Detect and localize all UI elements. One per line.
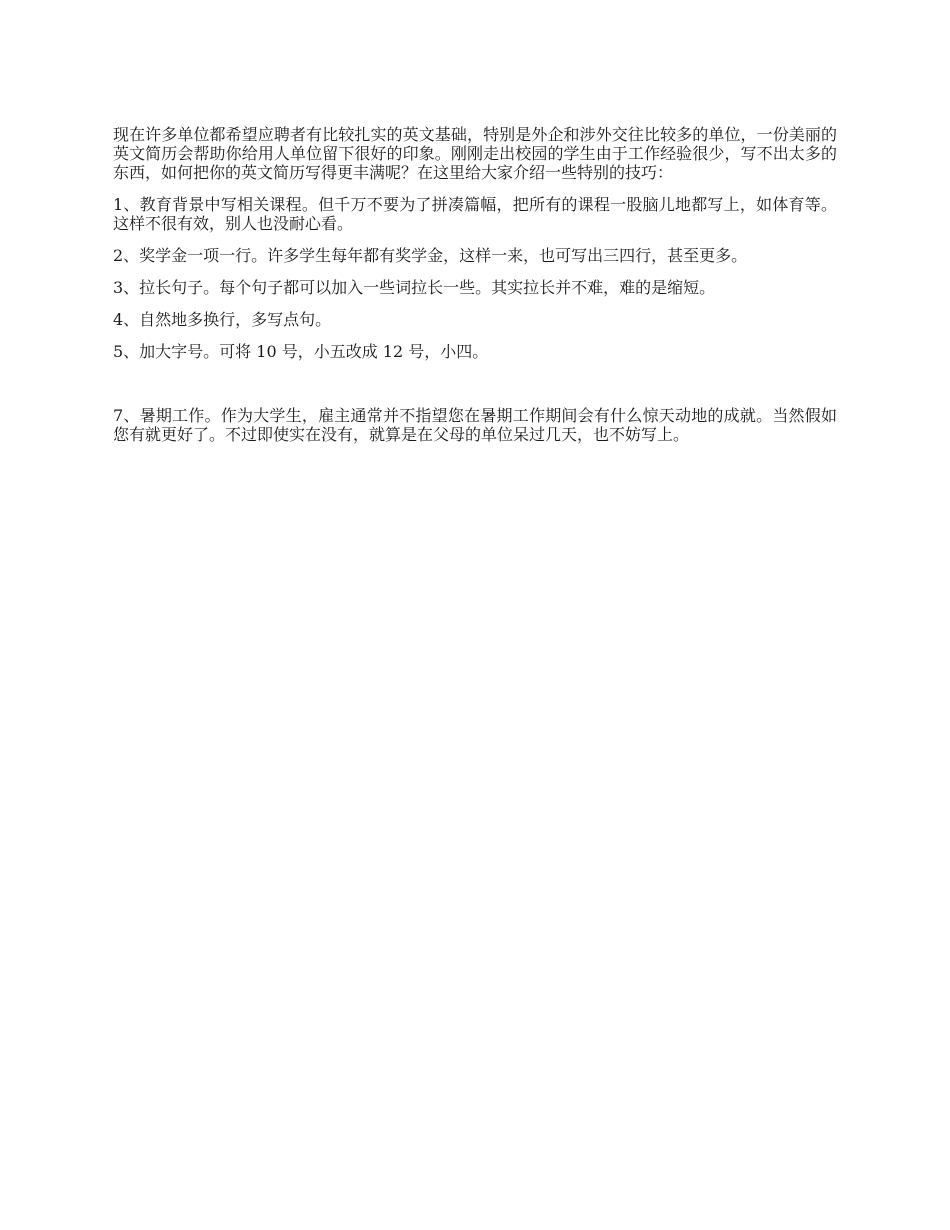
tip-7-paragraph: 7、暑期工作。作为大学生，雇主通常并不指望您在暑期工作期间会有什么惊天动地的成就。当然假如您有就更好了。不过即使实在没有，就算是在父母的单位呆过几天，也不妨写上。 — [113, 406, 837, 444]
tip-4-paragraph: 4、自然地多换行，多写点句。 — [113, 310, 332, 329]
document-body — [113, 125, 837, 457]
tip-5-paragraph: 5、加大字号。可将 10 号，小五改成 12 号，小四。 — [113, 342, 489, 361]
tip-1-paragraph: 1、教育背景中写相关课程。但千万不要为了拼凑篇幅，把所有的课程一股脑儿地都写上，如体育等。这样不很有效，别人也没耐心看。 — [113, 195, 837, 233]
tip-3-paragraph: 3、拉长句子。每个句子都可以加入一些词拉长一些。其实拉长并不难，难的是缩短。 — [113, 278, 716, 297]
tip-2-paragraph: 2、奖学金一项一行。许多学生每年都有奖学金，这样一来，也可写出三四行，甚至更多。 — [113, 246, 748, 265]
intro-paragraph: 现在许多单位都希望应聘者有比较扎实的英文基础，特别是外企和涉外交往比较多的单位，一份美丽的英文简历会帮助你给用人单位留下很好的印象。刚刚走出校园的学生由于工作经验很少，写不出太多的东西，如何把你的英文简历写得更丰满呢？在这里给大家介绍一些特别的技巧： — [113, 125, 837, 182]
paragraph-gap — [113, 374, 837, 406]
